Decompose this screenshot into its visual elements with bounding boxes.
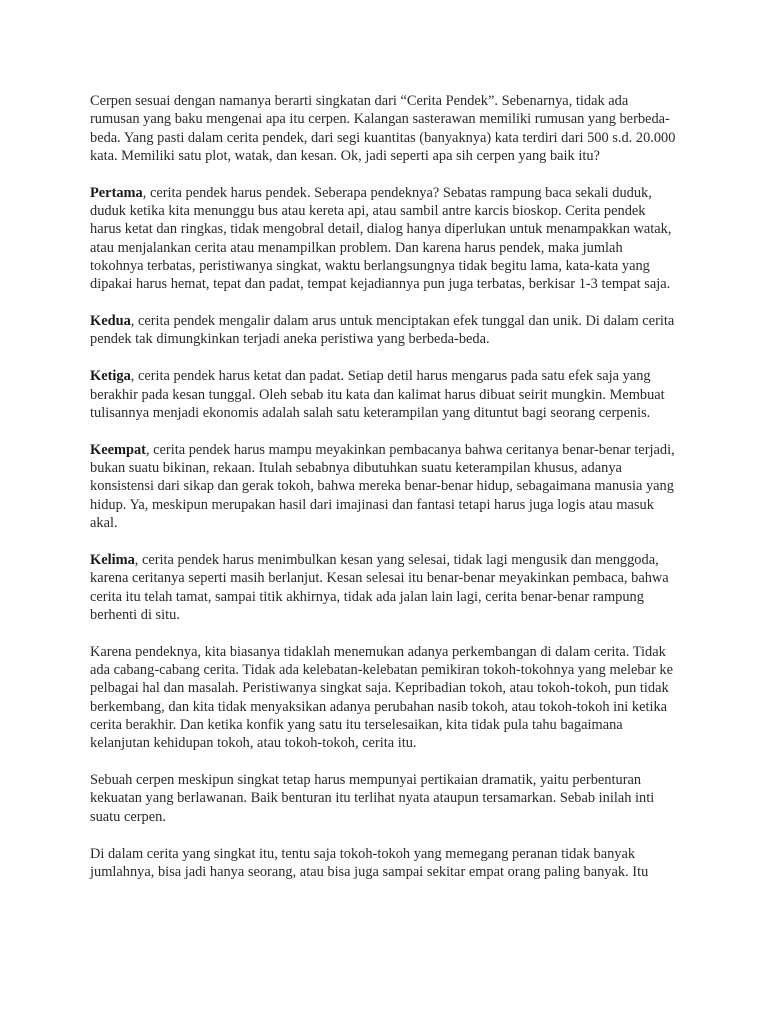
paragraph-ketiga bbox=[90, 367, 676, 422]
paragraph-text: , cerita pendek harus ketat dan padat. Setiap detil harus mengarus pada satu efek saja yang berakhir pada kesan tunggal. Oleh sebab itu kata dan kalimat harus dibuat seirit mungkin. Membuat tulisannya menjadi ekonomis adalah salah satu keterampilan yang dituntut bagi seorang cerpenis. bbox=[90, 368, 665, 421]
paragraph-tokoh bbox=[90, 845, 676, 882]
paragraph-text: Sebuah cerpen meskipun singkat tetap harus mempunyai pertikaian dramatik, yaitu perbenturan kekuatan yang berlawanan. Baik benturan itu terlihat nyata ataupun tersamarkan. Sebab inilah inti suatu cerpen. bbox=[90, 772, 655, 825]
paragraph-lead: Keempat bbox=[90, 441, 146, 458]
paragraph-pertikaian bbox=[90, 771, 676, 826]
paragraph-keempat bbox=[90, 441, 676, 532]
paragraph-text: Cerpen sesuai dengan namanya berarti singkatan dari “Cerita Pendek”. Sebenarnya, tidak ada rumusan yang baku mengenai apa itu cerpen. Kalangan sasterawan memiliki rumusan yang berbeda-beda. Yang pasti dalam cerita pendek, dari segi kuantitas (banyaknya) kata terdiri dari 500 s.d. 20.000 kata. Memiliki satu plot, watak, dan kesan. Ok, jadi seperti apa sih cerpen yang baik itu? bbox=[90, 93, 676, 164]
paragraph-pendeknya bbox=[90, 643, 676, 753]
paragraph-text: Karena pendeknya, kita biasanya tidaklah menemukan adanya perkembangan di dalam cerita. Tidak ada cabang-cabang cerita. Tidak ada kelebatan-kelebatan pemikiran tokoh-tokohnya yang melebar ke pelbagai hal dan masalah. Peristiwanya singkat saja. Kepribadian tokoh, atau tokoh-tokoh, pun tidak berkembang, dan kita tidak menyaksikan adanya perubahan nasib tokoh, atau tokoh-tokoh ini ketika cerita berakhir. Dan ketika konfik yang satu itu terselesaikan, kita tidak pula tahu bagaimana kelanjutan kehidupan tokoh, atau tokoh-tokoh, cerita itu. bbox=[90, 643, 673, 752]
document-page bbox=[90, 92, 676, 881]
paragraph-kelima bbox=[90, 551, 676, 624]
paragraph-intro bbox=[90, 92, 676, 165]
paragraph-lead: Ketiga bbox=[90, 368, 131, 385]
paragraph-pertama bbox=[90, 184, 676, 294]
paragraph-text: , cerita pendek harus menimbulkan kesan yang selesai, tidak lagi mengusik dan menggoda, karena ceritanya seperti masih berlanjut. Kesan selesai itu benar-benar meyakinkan pembaca, bahwa cerita itu telah tamat, sampai titik akhirnya, tidak ada jalan lain lagi, cerita benar-benar rampung berhenti di situ. bbox=[90, 551, 669, 623]
paragraph-lead: Pertama bbox=[90, 184, 143, 201]
paragraph-lead: Kelima bbox=[90, 551, 135, 568]
paragraph-lead: Kedua bbox=[90, 313, 131, 330]
paragraph-text: , cerita pendek harus pendek. Seberapa pendeknya? Sebatas rampung baca sekali duduk, duduk ketika kita menunggu bus atau kereta api, atau sambil antre karcis bioskop. Cerita pendek harus ketat dan ringkas, tidak mengobral detail, dialog hanya diperlukan untuk menampakkan watak, atau menjalankan cerita atau menampilkan problem. Dan karena harus pendek, maka jumlah tokohnya terbatas, peristiwanya singkat, waktu berlangsungnya tidak begitu lama, kata-kata yang dipakai harus hemat, tepat dan padat, tempat kejadiannya pun juga terbatas, berkisar 1-3 tempat saja. bbox=[90, 184, 672, 293]
paragraph-text: , cerita pendek harus mampu meyakinkan pembacanya bahwa ceritanya benar-benar terjadi, bukan suatu bikinan, rekaan. Itulah sebabnya dibutuhkan suatu keterampilan khusus, adanya konsistensi dari sikap dan gerak tokoh, bahwa mereka benar-benar hidup, sebagaimana manusia yang hidup. Ya, meskipun merupakan hasil dari imajinasi dan fantasi tetapi harus juga logis atau masuk akal. bbox=[90, 441, 675, 532]
paragraph-kedua bbox=[90, 312, 676, 349]
paragraph-text: , cerita pendek mengalir dalam arus untuk menciptakan efek tunggal dan unik. Di dalam cerita pendek tak dimungkinkan terjadi aneka peristiwa yang berbeda-beda. bbox=[90, 313, 675, 348]
paragraph-text: Di dalam cerita yang singkat itu, tentu saja tokoh-tokoh yang memegang peranan tidak banyak jumlahnya, bisa jadi hanya seorang, atau bisa juga sampai sekitar empat orang paling banyak. Itu bbox=[90, 845, 649, 880]
